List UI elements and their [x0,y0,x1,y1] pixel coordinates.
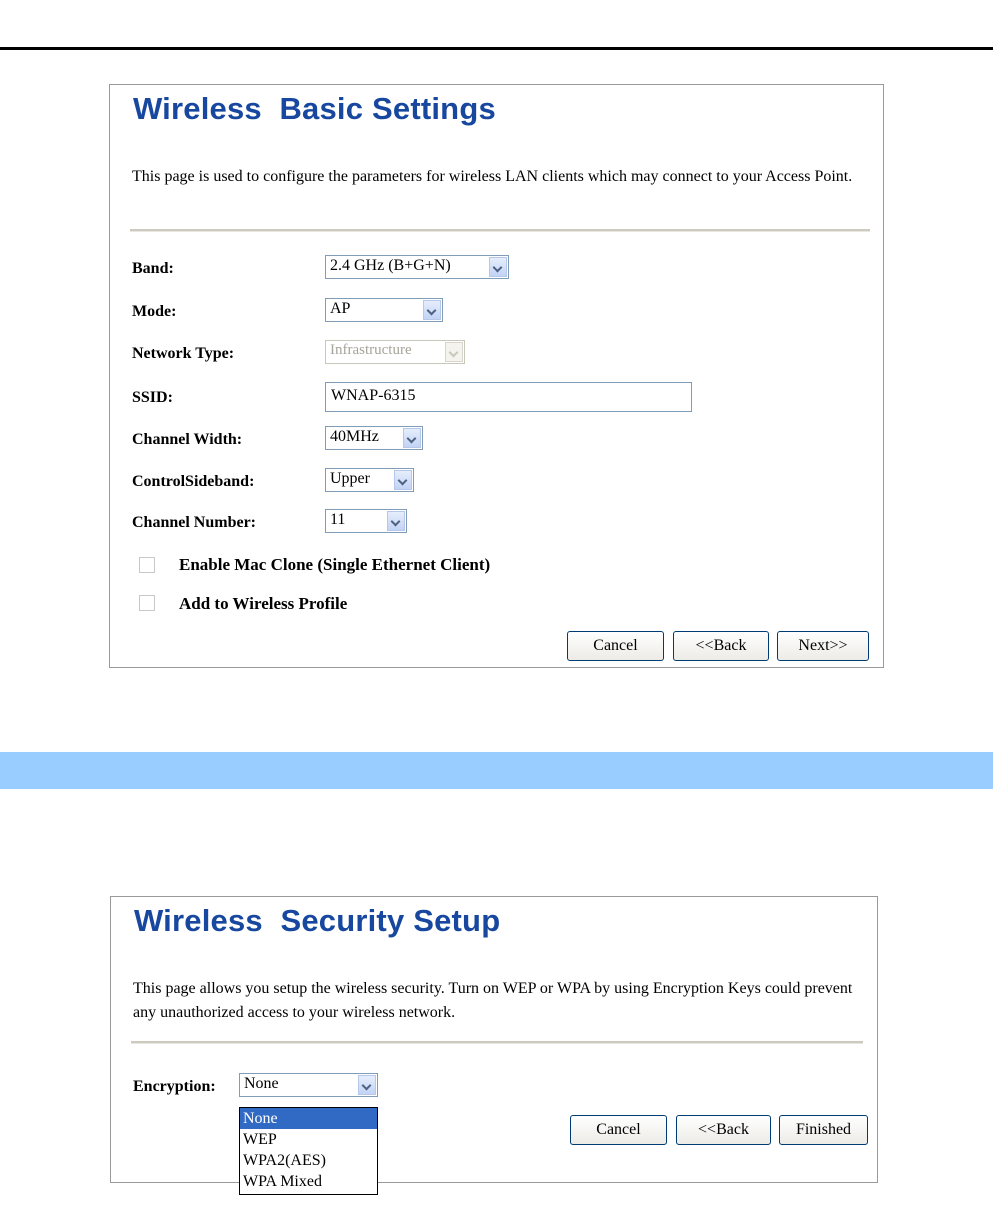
ssid-label: SSID: [132,389,173,406]
chevron-down-icon[interactable] [394,470,412,490]
back-button[interactable]: <<Back [673,631,769,661]
page-title: Wireless Basic Settings [133,91,496,126]
ssid-input[interactable] [325,382,692,412]
chevron-down-icon [445,342,463,362]
top-rule [0,47,993,50]
page-description: This page is used to configure the parameters for wireless LAN clients which may connect to your Access Point. [132,168,853,185]
page-title: Wireless Security Setup [134,903,501,938]
encryption-option-wpa2-aes[interactable]: WPA2(AES) [243,1152,326,1169]
page-description: This page allows you setup the wireless security. Turn on WEP or WPA by using Encryption Keys could prevent any unauthorized access to your wireless network. [133,980,853,1021]
encryption-value: None [244,1075,279,1092]
chevron-down-icon[interactable] [387,511,405,531]
section-band [0,752,993,789]
add-profile-label: Add to Wireless Profile [179,594,348,613]
channel-width-label: Channel Width: [132,431,243,448]
encryption-select[interactable] [239,1073,378,1097]
divider [131,1041,863,1044]
mode-select[interactable] [325,298,443,322]
mac-clone-checkbox[interactable] [139,557,155,573]
chevron-down-icon[interactable] [358,1075,376,1095]
channel-number-select[interactable] [325,509,407,533]
channel-number-value: 11 [330,511,346,528]
encryption-dropdown-list[interactable] [239,1107,378,1195]
cancel-button[interactable]: Cancel [570,1115,667,1145]
wireless-security-setup-panel [110,896,878,1190]
channel-width-value: 40MHz [330,428,379,445]
network-type-value: Infrastructure [330,342,412,358]
control-sideband-value: Upper [330,470,370,487]
encryption-option-none[interactable]: None [240,1108,377,1129]
encryption-option-wep[interactable]: WEP [243,1131,277,1148]
chevron-down-icon[interactable] [423,300,441,320]
control-sideband-select[interactable] [325,468,414,492]
ssid-value: WNAP-6315 [331,387,416,404]
mode-label: Mode: [132,303,177,320]
encryption-option-wpa-mixed[interactable]: WPA Mixed [243,1173,322,1190]
cancel-button[interactable]: Cancel [567,631,664,661]
next-button[interactable]: Next>> [777,631,869,661]
back-button[interactable]: <<Back [676,1115,771,1145]
divider [130,229,870,232]
encryption-label: Encryption: [133,1078,216,1095]
channel-number-label: Channel Number: [132,514,257,531]
band-label: Band: [132,260,174,277]
band-value: 2.4 GHz (B+G+N) [330,257,451,274]
network-type-label: Network Type: [132,345,235,362]
mac-clone-label: Enable Mac Clone (Single Ethernet Client) [179,555,491,574]
channel-width-select[interactable] [325,426,423,450]
network-type-select [325,340,465,364]
chevron-down-icon[interactable] [489,257,507,277]
band-select[interactable] [325,255,509,279]
wireless-basic-settings-panel [109,84,884,668]
add-profile-checkbox[interactable] [139,595,155,611]
control-sideband-label: ControlSideband: [132,473,255,490]
mode-value: AP [330,300,351,317]
finished-button[interactable]: Finished [779,1115,868,1145]
chevron-down-icon[interactable] [403,428,421,448]
